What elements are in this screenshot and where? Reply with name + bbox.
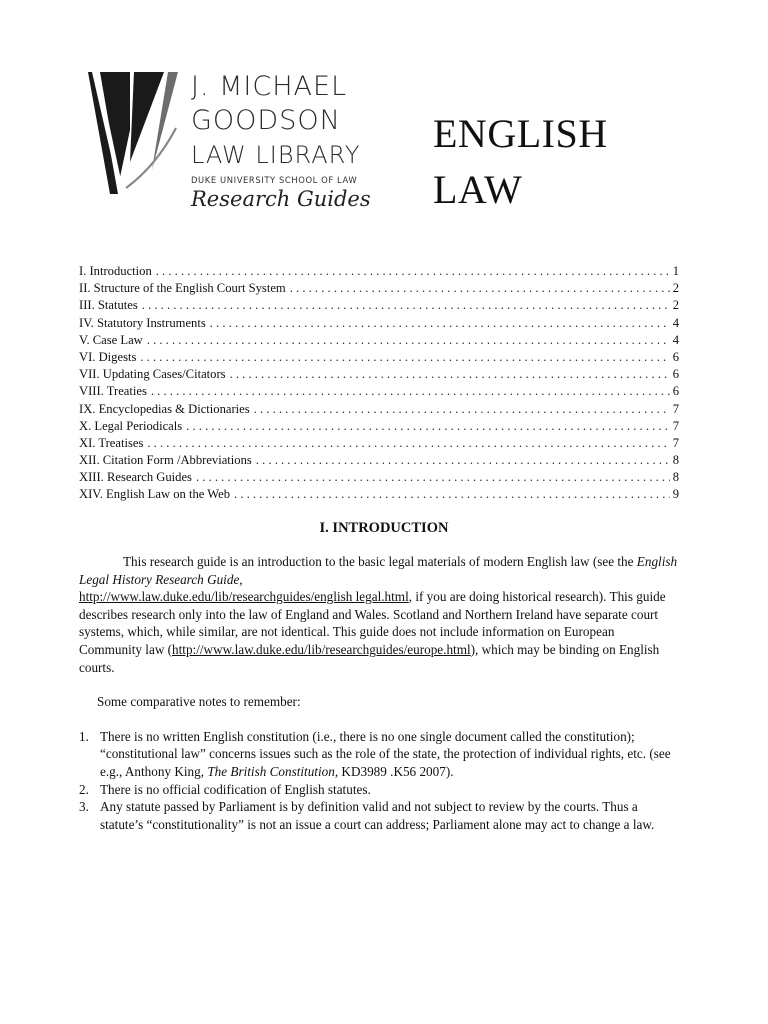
toc-entry-label: I. Introduction — [79, 264, 152, 278]
toc-entry-label: III. Statutes — [79, 298, 138, 313]
toc-entry-label: X. Legal Periodicals — [79, 418, 183, 433]
toc-entry-label: XI. Treatises — [79, 435, 144, 450]
toc-entry[interactable] — [79, 297, 679, 314]
toc-dot-leader — [210, 315, 670, 332]
toc-entry[interactable] — [79, 280, 679, 297]
toc-entry-page: 8 — [672, 470, 679, 485]
note-text-part: There is no written English constitution (i.e., there is no one single document called the constitution); “constitutional law” concerns issues such as the role of the state, the protection of individual rights, etc. (see e.g., Anthony King, — [100, 728, 671, 779]
toc-dot-leader — [254, 401, 670, 418]
toc-dot-leader — [151, 383, 670, 400]
logo-subtitle: DUKE UNIVERSITY SCHOOL OF LAW — [191, 175, 358, 185]
note-text — [100, 781, 679, 799]
comparative-note — [79, 781, 679, 799]
toc-entry-page: 4 — [672, 315, 679, 330]
introduction-body — [79, 553, 679, 833]
note-number: 1. — [79, 728, 89, 744]
note-number: 3. — [79, 799, 89, 815]
toc-entry-page: 8 — [672, 453, 679, 468]
toc-entry[interactable] — [79, 315, 679, 332]
toc-dot-leader — [156, 263, 670, 280]
toc-entry-label: VII. Updating Cases/Citators — [79, 367, 226, 382]
toc-entry[interactable] — [79, 366, 679, 383]
toc-entry-page: 2 — [672, 298, 679, 313]
toc-entry-label: IX. Encyclopedias & Dictionaries — [79, 401, 250, 416]
toc-dot-leader — [290, 280, 670, 297]
comparative-notes-list — [79, 728, 679, 834]
toc-entry[interactable] — [79, 452, 679, 469]
comparative-note — [79, 728, 679, 781]
toc-dot-leader — [256, 452, 670, 469]
toc-dot-leader — [147, 435, 669, 452]
toc-entry[interactable] — [79, 469, 679, 486]
toc-entry-label: XIV. English Law on the Web — [79, 487, 231, 502]
toc-entry[interactable] — [79, 401, 679, 418]
english-legal-history-link[interactable]: http://www.law.duke.edu/lib/researchguides/english legal.html — [79, 589, 409, 605]
document-title-line-1: ENGLISH — [433, 111, 608, 156]
toc-dot-leader — [147, 332, 670, 349]
note-number: 2. — [79, 781, 89, 797]
guide-title-italic: English Legal History Research Guide, — [79, 554, 678, 587]
toc-entry-label: II. Structure of the English Court System — [79, 281, 286, 296]
logo-tagline: Research Guides — [191, 187, 371, 211]
law-library-logo-mark — [86, 70, 182, 194]
toc-dot-leader — [142, 297, 670, 314]
toc-entry-label: XII. Citation Form /Abbreviations — [79, 453, 252, 468]
toc-entry[interactable] — [79, 332, 679, 349]
toc-entry[interactable] — [79, 349, 679, 366]
note-text-part: There is no official codification of English statutes. — [100, 781, 371, 797]
toc-entry[interactable] — [79, 435, 679, 452]
toc-entry-page: 6 — [672, 349, 679, 364]
note-text — [100, 728, 679, 781]
logo-line-1: J. MICHAEL — [191, 71, 348, 102]
toc-entry-page: 6 — [672, 384, 679, 399]
toc-entry[interactable] — [79, 383, 679, 400]
toc-dot-leader — [186, 418, 670, 435]
toc-entry[interactable] — [79, 263, 679, 280]
toc-entry[interactable] — [79, 486, 679, 503]
note-text — [100, 798, 679, 833]
toc-entry-label: VI. Digests — [79, 349, 137, 364]
toc-entry-page: 4 — [672, 332, 679, 347]
toc-entry-label: XIII. Research Guides — [79, 470, 192, 485]
intro-paragraph — [79, 553, 679, 676]
document-title — [433, 106, 608, 218]
toc-entry-page: 1 — [672, 264, 679, 278]
law-library-wordmark — [191, 70, 381, 211]
logo-line-3: LAW LIBRARY — [191, 141, 361, 169]
toc-entry-label: VIII. Treaties — [79, 384, 147, 399]
toc-entry-page: 9 — [672, 487, 679, 502]
toc-entry-page: 7 — [672, 401, 679, 416]
toc-entry-page: 7 — [672, 418, 679, 433]
section-heading-introduction: I. INTRODUCTION — [319, 520, 449, 536]
intro-text-3: ), which may be binding on English courts. — [79, 641, 660, 675]
comparative-notes-intro: Some comparative notes to remember: — [97, 694, 301, 710]
note-text-part: KD3989 .K56 2007). — [338, 763, 454, 779]
note-italic-title: The British Constitution, — [207, 763, 339, 779]
toc-dot-leader — [140, 349, 669, 366]
intro-text-1: This research guide is an introduction to the basic legal materials of modern English law (see the — [123, 554, 637, 569]
toc-entry-page: 2 — [672, 281, 679, 296]
document-title-line-2: LAW — [433, 167, 523, 212]
intro-text-2: , if you are doing historical research). This guide describes research only into the law of England and Wales. Scotland and Northern Ireland have separate court systems, which, while similar, are not identical. This guide does not include information on European Community law ( — [79, 589, 666, 657]
note-text-part: Any statute passed by Parliament is by definition valid and not subject to review by the courts. Thus a statute’s “constitutionality” is not an issue a court can address; Parliament alone may act to change a law. — [100, 799, 655, 832]
toc-dot-leader — [196, 469, 670, 486]
toc-entry-label: V. Case Law — [79, 332, 143, 347]
comparative-note — [79, 798, 679, 833]
table-of-contents — [79, 263, 679, 504]
toc-entry-page: 7 — [672, 435, 679, 450]
toc-dot-leader — [230, 366, 670, 383]
toc-entry[interactable] — [79, 418, 679, 435]
europe-guide-link[interactable]: http://www.law.duke.edu/lib/researchguides/europe.html — [172, 641, 471, 657]
toc-dot-leader — [234, 486, 670, 503]
toc-entry-page: 6 — [672, 367, 679, 382]
toc-entry-label: IV. Statutory Instruments — [79, 315, 206, 330]
logo-line-2: GOODSON — [191, 105, 341, 136]
